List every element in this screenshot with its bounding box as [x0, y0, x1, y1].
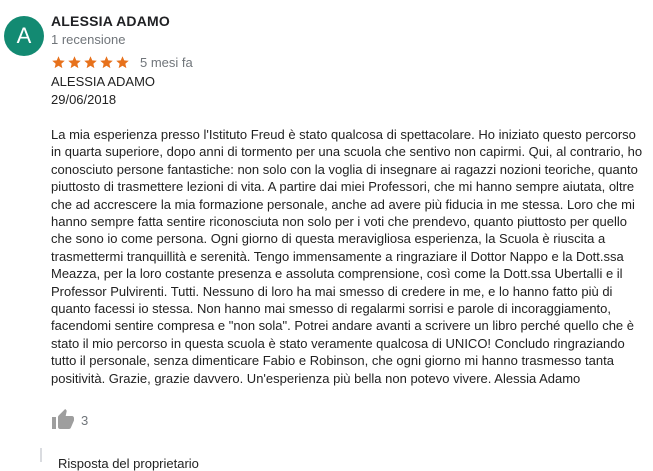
time-ago: 5 mesi fa [140, 54, 193, 70]
star-icon [99, 55, 114, 70]
owner-reply-preview: Risposta del proprietario [58, 456, 199, 471]
author-name[interactable]: ALESSIA ADAMO [51, 13, 171, 29]
rating-row [51, 53, 193, 71]
review-count: 1 recensione [51, 32, 126, 47]
thumbs-up-icon[interactable] [51, 408, 75, 432]
star-icon [83, 55, 98, 70]
like-row [51, 408, 88, 432]
star-rating [51, 55, 131, 70]
owner-reply [40, 448, 602, 471]
signature-name: ALESSIA ADAMO [51, 74, 156, 89]
review-text: La mia esperienza presso l'Istituto Freud è stato qualcosa di spettacolare. Ho iniziato questo percorso in quarta superiore, dopo anni di tormento per una scuola che sentivo non capirmi. Qui, al contrario, ho conosciuto persone fantastiche: non solo con la voglia di insegnare ai ragazzi nozioni teoriche, quanto piuttosto di trasmettere lezioni di vita. A partire dai miei Professori, che mi hanno sempre aiutata, oltre che ad accrescere la mia formazione personale, anche ad avere più fiducia in me stessa. Loro che mi hanno sempre fatta sentire riconosciuta non solo per i voti che prendevo, quanto piuttosto per quello che sono io come persona. Ogni giorno di questa meravigliosa esperienza, la Scuola è riuscita a trasmettermi tranquillità e serenità. Tengo immensamente a ringraziare il Dottor Nappo e la Dott.ssa Meazza, per la loro costante presenza e assoluta comprensione, così come la Dott.ssa Ubertalli e il Professor Pulvirenti. Tutti. Nessuno di loro ha mai smesso di credere in me, e lo hanno fatto più di quanto facessi io stessa. Non hanno mai smesso di regalarmi sorrisi e parole di incoraggiamento, facendomi sentire compresa e "non sola". Potrei andare avanti a scrivere un libro perché quello che è stato il mio percorso in questa scuola è stato veramente qualcosa di UNICO! Concludo ringraziando tutto il personale, senza dimenticare Fabio e Robinson, che ogni giorno mi hanno trasmesso tanta positività. Grazie, grazie davvero. Un'esperienza più bella non potevo vivere. Alessia Adamo [51, 127, 643, 386]
star-icon [115, 55, 130, 70]
star-icon [67, 55, 82, 70]
star-icon [51, 55, 66, 70]
avatar[interactable]: A [4, 16, 44, 56]
signature-date: 29/06/2018 [51, 92, 117, 107]
like-count: 3 [81, 412, 89, 428]
